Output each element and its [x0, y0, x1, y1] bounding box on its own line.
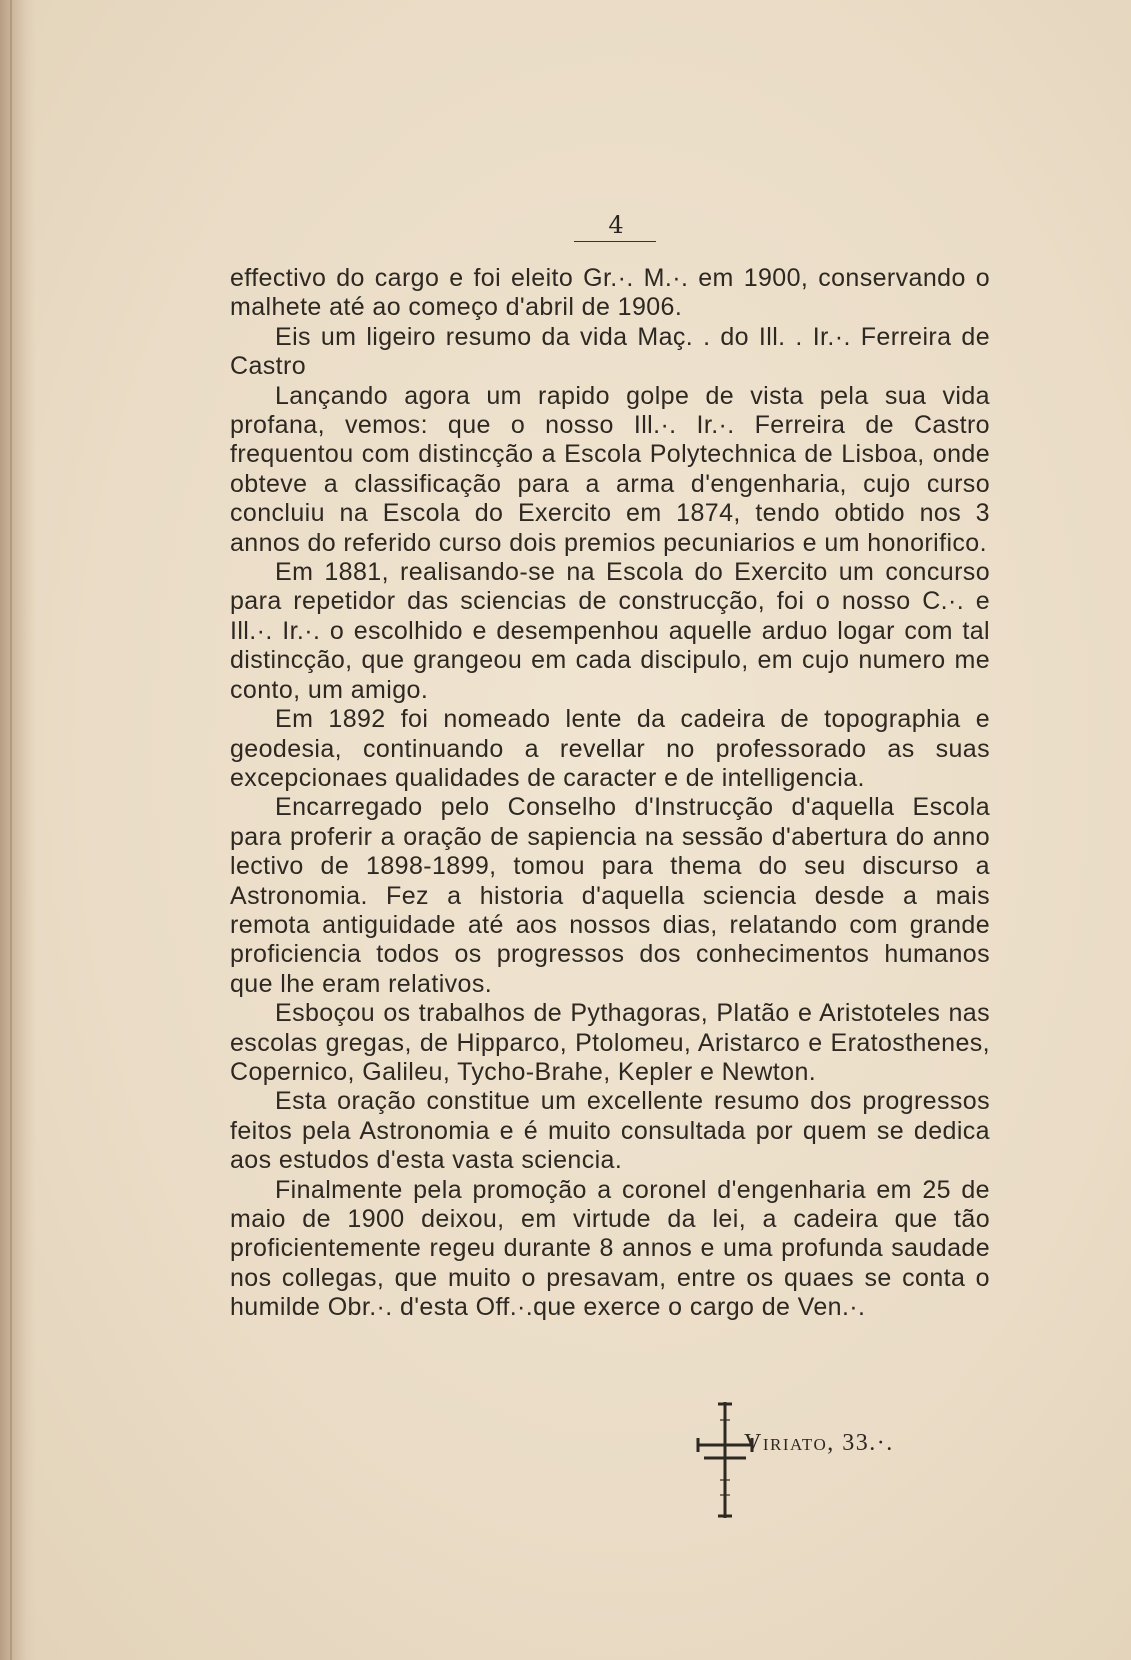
body-text: [230, 264, 990, 1323]
paragraph-6: Encarregado pelo Conselho d'Instrucção d'aquella Escola para proferir a oração de sapiencia na sessão d'abertura do anno lectivo de 1898-1899, tomou para thema do seu discurso a Astronomia. Fez a historia d'aquella sciencia desde a mais remota antiguidade até aos nossos dias, relatando com grande proficiencia todos os progressos dos conhecimentos humanos que lhe eram relativos.: [230, 793, 990, 998]
paragraph-9: Finalmente pela promoção a coronel d'engenharia em 25 de maio de 1900 deixou, em virtude da lei, a cadeira que tão proficientemente regeu durante 8 annos e uma profunda saudade nos collegas, que muito o presavam, entre os quaes se conta o humilde Obr.·. d'esta Off.·.que exerce o cargo de Ven.·.: [230, 1175, 990, 1322]
signature: [690, 1400, 970, 1520]
paragraph-1: effectivo do cargo e foi eleito Gr.·. M.·. em 1900, conservando o malhete até ao começo d'abril de 1906.: [230, 264, 990, 322]
paragraph-4: Em 1881, realisando-se na Escola do Exercito um concurso para repetidor das sciencias de construcção, foi o nosso C.·. e Ill.·. Ir.·. o escolhido e desempenhou aquelle arduo logar com tal distincção, que grangeou em cada discipulo, em cujo numero me conto, um amigo.: [230, 558, 990, 704]
paragraph-8: Esta oração constitue um excellente resumo dos progressos feitos pela Astronomia e é muito consultada por quem se dedica aos estudos d'esta vasta sciencia.: [230, 1087, 990, 1175]
signature-degree: , 33.·.: [827, 1430, 894, 1456]
paragraph-3: Lançando agora um rapido golpe de vista pela sua vida profana, vemos: que o nosso Ill.·. Ir.·. Ferreira de Castro frequentou com distincção a Escola Polytechnica de Lisboa, onde obteve a classificação para a arma d'engenharia, cujo curso concluiu na Escola do Exercito em 1874, tendo obtido nos 3 annos do referido curso dois premios pecuniarios e um honorifico.: [230, 381, 990, 557]
paragraph-7: Esboçou os trabalhos de Pythagoras, Platão e Aristoteles nas escolas gregas, de Hipparco, Ptolomeu, Aristarco e Eratosthenes, Copernico, Galileu, Tycho-Brahe, Kepler e Newton.: [230, 999, 990, 1086]
page-number-rule: [574, 241, 656, 242]
signature-author: Viriato: [744, 1430, 828, 1456]
spine-fold-line: [10, 0, 12, 1660]
paragraph-2: Eis um ligeiro resumo da vida Maç. . do Ill. . Ir.·. Ferreira de Castro: [230, 322, 990, 381]
page-spine-edge: [0, 0, 36, 1660]
page-number: 4: [608, 211, 624, 239]
signature-name: [744, 1430, 894, 1457]
paragraph-5: Em 1892 foi nomeado lente da cadeira de topographia e geodesia, continuando a revellar no professorado as suas excepcionaes qualidades de caracter e de intelligencia.: [230, 705, 990, 792]
cross-icon: [690, 1400, 760, 1520]
